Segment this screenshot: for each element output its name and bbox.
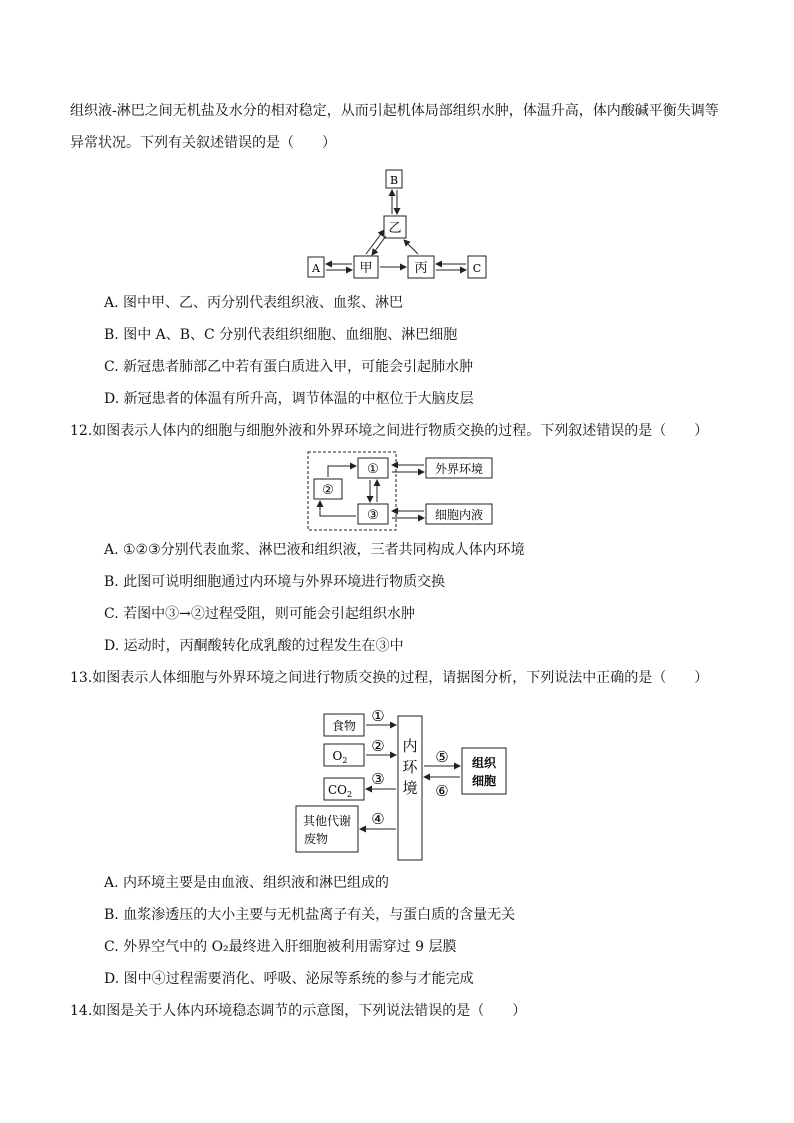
label-internal-env-2: 环 (402, 758, 418, 776)
label-o2: $O_2$ (332, 749, 348, 765)
label-internal-env-1: 内 (402, 737, 418, 755)
q11-option-a: A. 图中甲、乙、丙分别代表组织液、血浆、淋巴 (104, 295, 404, 311)
q13-stem: 13.如图表示人体细胞与外界环境之间进行物质交换的过程，请据图分析，下列说法中正确的是（ ） (70, 670, 709, 686)
label-food: 食物 (331, 719, 357, 733)
q13-option-c: C. 外界空气中的 O₂最终进入肝细胞被利用需穿过 9 层膜 (104, 939, 457, 955)
label-co2: $CO_2$ (327, 783, 353, 799)
q12-option-c: C. 若图中③→②过程受阻，则可能会引起组织水肿 (104, 606, 415, 622)
label-1: ① (367, 462, 379, 477)
num-5: ⑤ (435, 748, 449, 766)
label-waste-1: 其他代谢 (302, 814, 352, 828)
q12-option-d: D. 运动时，丙酮酸转化成乳酸的过程发生在③中 (104, 638, 404, 654)
q12-diagram (300, 448, 510, 534)
num-2: ② (371, 737, 385, 755)
q11-intro-line1: 组织液-淋巴之间无机盐及水分的相对稳定，从而引起机体局部组织水肿，体温升高，体内酸碱平衡失调等 (70, 103, 719, 119)
label-3: ③ (367, 508, 379, 523)
label-jia: 甲 (359, 261, 373, 276)
q11-option-b: B. 图中 A、B、C 分别代表组织细胞、血细胞、淋巴细胞 (104, 327, 458, 343)
q13-option-b: B. 血浆渗透压的大小主要与无机盐离子有关，与蛋白质的含量无关 (104, 907, 516, 923)
q13-diagram (292, 706, 532, 866)
q11-intro-line2: 异常状况。下列有关叙述错误的是（ ） (70, 135, 336, 151)
num-6: ⑥ (435, 782, 449, 800)
label-intracellular: 细胞内液 (434, 508, 484, 522)
label-C: C (472, 262, 482, 275)
label-A: A (312, 262, 320, 275)
num-3: ③ (371, 770, 385, 788)
label-outer-env: 外界环境 (434, 462, 484, 476)
q12-stem: 12.如图表示人体内的细胞与细胞外液和外界环境之间进行物质交换的过程。下列叙述错误的是（ ） (70, 423, 709, 439)
label-B: B (389, 174, 399, 187)
label-tissue-cell-1: 组织 (471, 756, 497, 770)
label-yi: 乙 (388, 221, 402, 236)
q13-option-d: D. 图中④过程需要消化、呼吸、泌尿等系统的参与才能完成 (104, 971, 474, 987)
q11-option-c: C. 新冠患者肺部乙中若有蛋白质进入甲，可能会引起肺水肿 (104, 359, 474, 375)
q11-diagram (300, 166, 500, 282)
q11-option-d: D. 新冠患者的体温有所升高，调节体温的中枢位于大脑皮层 (104, 391, 474, 407)
label-2: ② (322, 483, 334, 498)
q14-stem: 14.如图是关于人体内环境稳态调节的示意图，下列说法错误的是（ ） (70, 1003, 527, 1019)
num-1: ① (371, 707, 385, 725)
label-internal-env-3: 境 (402, 779, 418, 797)
q13-option-a: A. 内环境主要是由血液、组织液和淋巴组成的 (104, 875, 390, 891)
label-waste-2: 废物 (303, 832, 329, 846)
q12-option-b: B. 此图可说明细胞通过内环境与外界环境进行物质交换 (104, 574, 446, 590)
label-tissue-cell-2: 细胞 (471, 774, 497, 788)
q12-option-a: A. ①②③分别代表血浆、淋巴液和组织液，三者共同构成人体内环境 (104, 542, 525, 558)
label-bing: 丙 (414, 261, 428, 276)
num-4: ④ (371, 810, 385, 828)
